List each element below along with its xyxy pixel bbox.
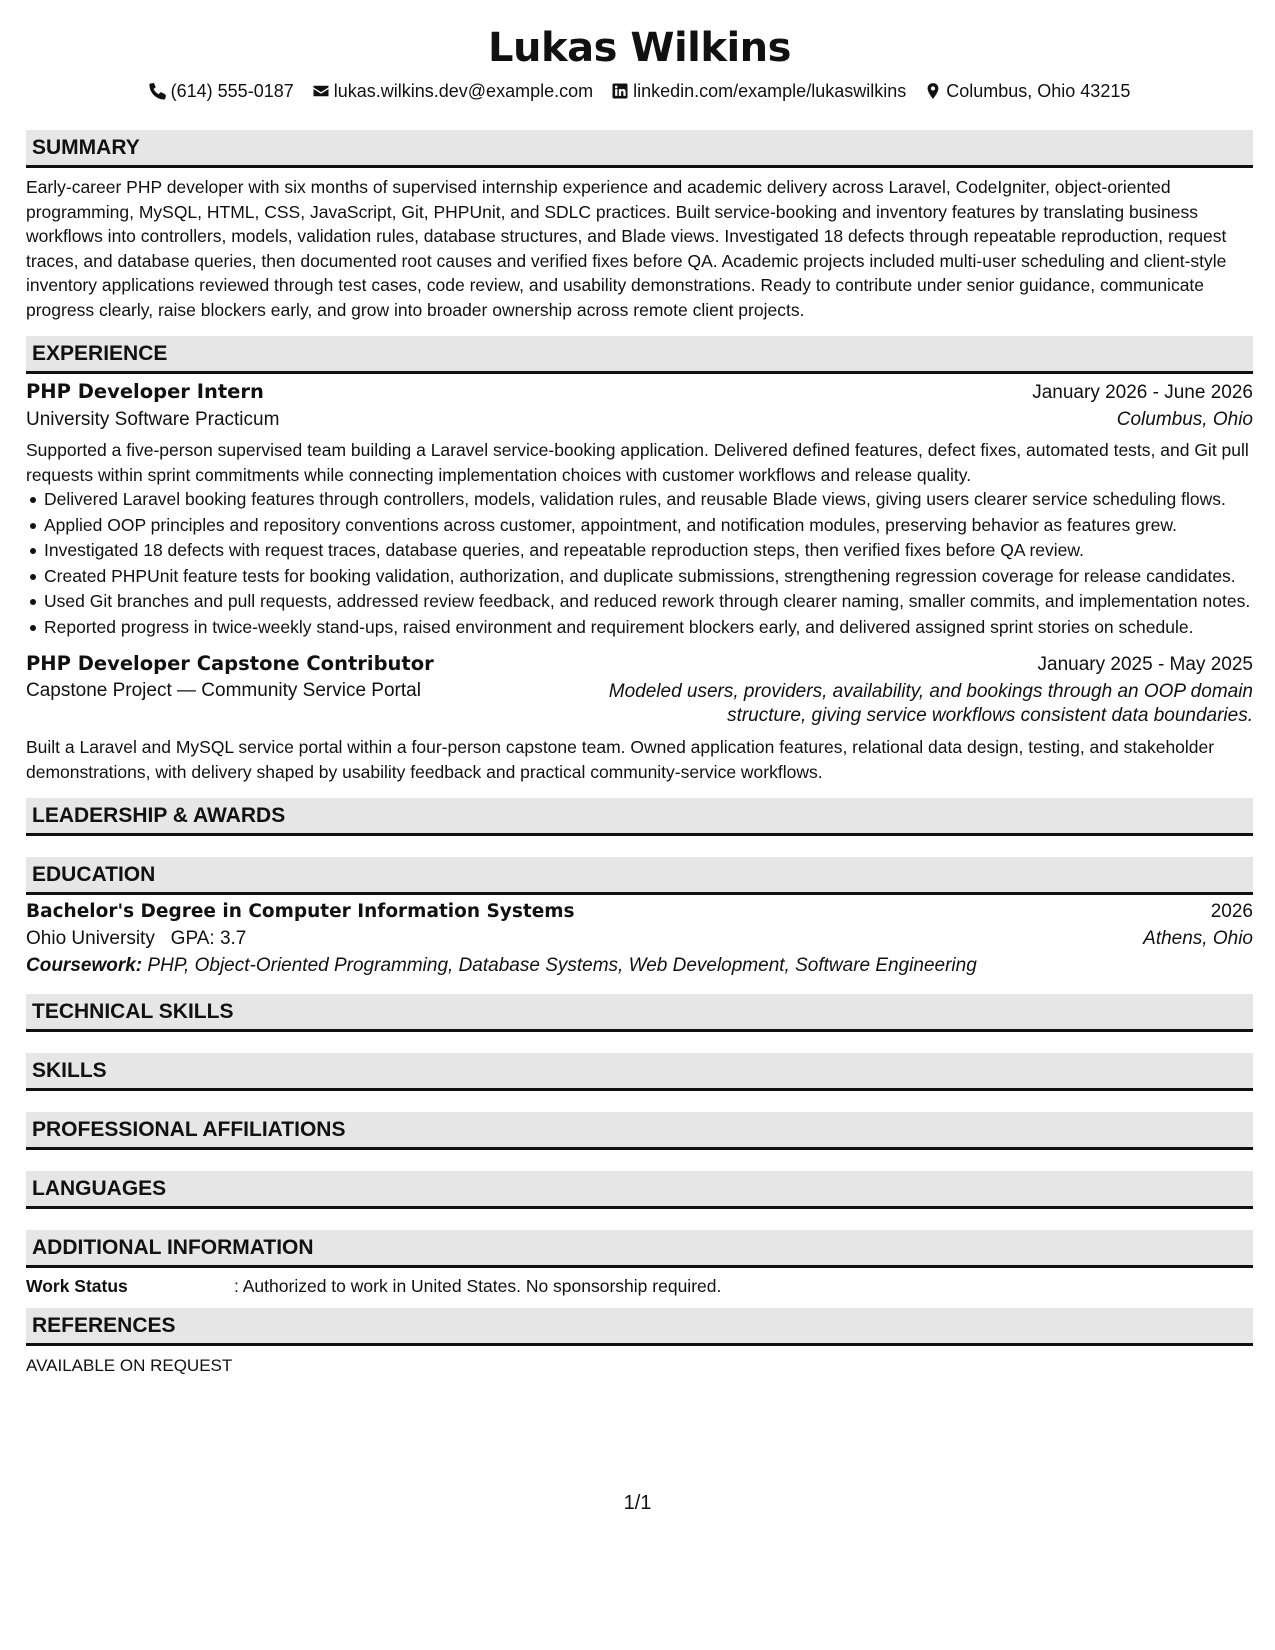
degree-title: Bachelor's Degree in Computer Information Systems — [26, 901, 575, 922]
list-item: Investigated 18 defects with request traces, database queries, and repeatable reproduction steps, then verified fixes before QA review. — [26, 538, 1253, 563]
job-title-row — [26, 380, 1253, 404]
education-entry — [26, 901, 1253, 977]
references-header — [26, 1308, 1253, 1346]
section-title: LEADERSHIP & AWARDS — [32, 803, 286, 827]
additional-info-header — [26, 1230, 1253, 1268]
job-description: Built a Laravel and MySQL service portal within a four-person capstone team. Owned application features, relational data design, testing, and stakeholder demonstrations, with delivery shaped by usability feedback and practical community-service workflows. — [26, 737, 1215, 782]
list-item: Applied OOP principles and repository conventions across customer, appointment, and notification modules, preserving behavior as features grew. — [26, 513, 1253, 538]
leadership-header — [26, 798, 1253, 836]
contact-phone — [149, 78, 294, 104]
skills-header — [26, 1053, 1253, 1091]
school-location: Athens, Ohio — [1143, 928, 1253, 949]
experience-entry — [26, 652, 1253, 784]
job-dates: January 2025 - May 2025 — [1037, 654, 1253, 675]
envelope-icon — [312, 82, 330, 100]
job-description: Supported a five-person supervised team building a Laravel service-booking application. Delivered defined features, defect fixes, automated tests, and Git pull requests within sprint commitments while connecting implementation choices with customer workflows and release quality. — [26, 440, 1249, 485]
section-title: TECHNICAL SKILLS — [32, 999, 234, 1023]
map-pin-icon — [924, 82, 942, 100]
graduation-year: 2026 — [1210, 901, 1253, 922]
summary-paragraph: Early-career PHP developer with six months of supervised internship experience and academic delivery across Laravel, CodeIgniter, object-oriented programming, MySQL, HTML, CSS, JavaScript, Git, PHPUnit, and SDLC practices. Built service-booking and inventory features by translating business workflows into controllers, models, validation rules, database structures, and Blade views. Investigated 18 defects through repeatable reproduction, request traces, and database queries, then documented root causes and verified fixes before QA. Academic projects included multi-user scheduling and client-style inventory applications reviewed through test cases, code review, and usability demonstrations. Ready to contribute under senior guidance, communicate progress clearly, raise blockers early, and grow into broader ownership across remote client projects. — [26, 177, 1227, 320]
gpa: GPA: 3.7 — [170, 928, 247, 949]
job-org-row — [26, 409, 1253, 431]
page-number: 1/1 — [623, 1492, 652, 1514]
location-text: Columbus, Ohio 43215 — [946, 81, 1131, 101]
list-item: Used Git branches and pull requests, addressed review feedback, and reduced rework through clearer naming, smaller commits, and implementation notes. — [26, 589, 1253, 614]
experience-entry — [26, 380, 1253, 639]
languages-header — [26, 1171, 1253, 1209]
linkedin-icon — [611, 82, 629, 100]
job-highlight-note: Modeled users, providers, availability, and bookings through an OOP domain structure, giving service workflows consistent data boundaries. — [608, 681, 1253, 726]
school-info — [26, 928, 246, 950]
section-title: EXPERIENCE — [32, 341, 168, 365]
summary-header — [26, 130, 1253, 168]
job-org-row — [26, 680, 1253, 728]
coursework-label: Coursework: — [26, 955, 143, 976]
section-title: LANGUAGES — [32, 1176, 167, 1200]
coursework-list: PHP, Object-Oriented Programming, Database Systems, Web Development, Software Engineering — [142, 955, 977, 976]
references-text: AVAILABLE ON REQUEST — [26, 1356, 233, 1375]
phone-icon — [149, 82, 167, 100]
experience-header — [26, 336, 1253, 374]
section-title: SUMMARY — [32, 135, 140, 159]
section-title: ADDITIONAL INFORMATION — [32, 1235, 314, 1259]
job-location: Columbus, Ohio — [1116, 409, 1253, 430]
section-title: EDUCATION — [32, 862, 156, 886]
section-title: REFERENCES — [32, 1313, 176, 1337]
contact-email[interactable] — [312, 78, 593, 104]
job-title: PHP Developer Capstone Contributor — [26, 652, 434, 675]
education-header — [26, 857, 1253, 895]
job-dates: January 2026 - June 2026 — [1032, 382, 1253, 403]
phone-text: (614) 555-0187 — [170, 81, 294, 101]
list-item: Reported progress in twice-weekly stand-ups, raised environment and requirement blockers early, and delivered assigned sprint stories on schedule. — [26, 615, 1253, 640]
contact-linkedin[interactable] — [611, 78, 906, 104]
degree-row — [26, 901, 1253, 923]
contact-location — [924, 78, 1130, 104]
technical-skills-header — [26, 994, 1253, 1032]
job-title-row — [26, 652, 1253, 676]
linkedin-text[interactable]: linkedin.com/example/lukaswilkins — [633, 81, 907, 101]
section-title: PROFESSIONAL AFFILIATIONS — [32, 1117, 346, 1141]
contact-bar — [26, 78, 1253, 104]
list-item: Delivered Laravel booking features through controllers, models, validation rules, and reusable Blade views, giving users clearer service scheduling flows. — [26, 487, 1253, 512]
candidate-name: Lukas Wilkins — [488, 25, 791, 71]
job-title: PHP Developer Intern — [26, 380, 264, 403]
list-item: Created PHPUnit feature tests for booking validation, authorization, and duplicate submissions, strengthening regression coverage for release candidates. — [26, 564, 1253, 589]
work-status-row — [26, 1274, 1253, 1298]
section-title: SKILLS — [32, 1058, 107, 1082]
work-status-value: : Authorized to work in United States. No sponsorship required. — [234, 1276, 722, 1296]
school-row — [26, 928, 1253, 950]
school-name: Ohio University — [26, 928, 155, 949]
work-status-label: Work Status — [26, 1276, 128, 1296]
affiliations-header — [26, 1112, 1253, 1150]
job-organization: Capstone Project — Community Service Portal — [26, 680, 421, 701]
job-organization: University Software Practicum — [26, 409, 280, 430]
coursework-line — [26, 955, 1253, 977]
resume-page — [26, 20, 1253, 1378]
job-bullets — [26, 487, 1253, 639]
email-text[interactable]: lukas.wilkins.dev@example.com — [333, 81, 594, 101]
